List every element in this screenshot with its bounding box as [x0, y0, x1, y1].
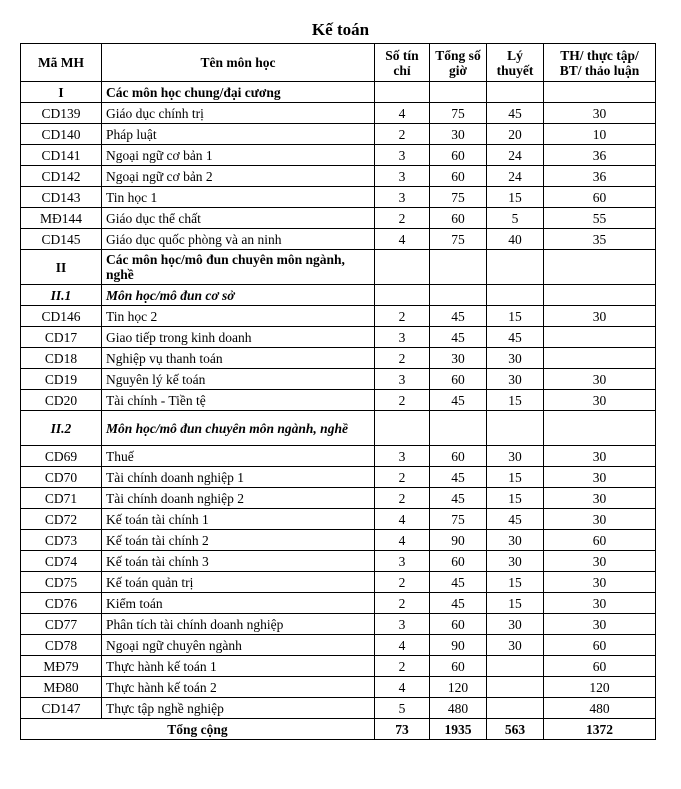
cell-code: CD73 [21, 530, 102, 551]
cell-code: CD72 [21, 509, 102, 530]
cell-practice: 60 [544, 187, 656, 208]
cell-practice [544, 411, 656, 446]
cell-theory: 30 [487, 551, 544, 572]
cell-practice: 35 [544, 229, 656, 250]
total-practice: 1372 [544, 719, 656, 740]
cell-hours: 75 [430, 187, 487, 208]
cell-theory [487, 656, 544, 677]
cell-theory [487, 698, 544, 719]
cell-hours: 45 [430, 488, 487, 509]
cell-name: Kế toán tài chính 2 [102, 530, 375, 551]
table-row [21, 446, 656, 467]
total-row [21, 719, 656, 740]
cell-hours: 45 [430, 572, 487, 593]
section-row [21, 82, 656, 103]
cell-credits: 2 [375, 348, 430, 369]
cell-practice: 30 [544, 593, 656, 614]
cell-name: Ngoại ngữ cơ bản 2 [102, 166, 375, 187]
cell-code: II.2 [21, 411, 102, 446]
cell-theory: 30 [487, 369, 544, 390]
cell-theory: 45 [487, 509, 544, 530]
table-row [21, 467, 656, 488]
table-row [21, 635, 656, 656]
table-row [21, 327, 656, 348]
header-code: Mã MH [21, 44, 102, 82]
cell-theory [487, 250, 544, 285]
cell-hours: 60 [430, 145, 487, 166]
cell-hours: 120 [430, 677, 487, 698]
cell-practice: 60 [544, 656, 656, 677]
cell-practice [544, 250, 656, 285]
cell-name: Tin học 2 [102, 306, 375, 327]
table-row [21, 348, 656, 369]
cell-name: Ngoại ngữ cơ bản 1 [102, 145, 375, 166]
cell-hours: 45 [430, 467, 487, 488]
cell-practice: 30 [544, 446, 656, 467]
cell-practice: 36 [544, 166, 656, 187]
cell-code: CD140 [21, 124, 102, 145]
cell-name: Thực hành kế toán 1 [102, 656, 375, 677]
cell-practice: 55 [544, 208, 656, 229]
header-credits: Số tín chỉ [375, 44, 430, 82]
cell-code: I [21, 82, 102, 103]
cell-code: CD145 [21, 229, 102, 250]
table-row [21, 677, 656, 698]
cell-theory: 5 [487, 208, 544, 229]
cell-code: CD139 [21, 103, 102, 124]
cell-credits: 2 [375, 306, 430, 327]
cell-name: Ngoại ngữ chuyên ngành [102, 635, 375, 656]
cell-theory: 30 [487, 348, 544, 369]
cell-code: CD76 [21, 593, 102, 614]
cell-code: CD18 [21, 348, 102, 369]
cell-name: Thuế [102, 446, 375, 467]
cell-credits: 2 [375, 467, 430, 488]
cell-code: CD142 [21, 166, 102, 187]
cell-credits: 2 [375, 488, 430, 509]
cell-name: Nghiệp vụ thanh toán [102, 348, 375, 369]
table-row [21, 306, 656, 327]
cell-name: Giáo dục chính trị [102, 103, 375, 124]
cell-code: CD75 [21, 572, 102, 593]
section-row [21, 250, 656, 285]
cell-theory: 15 [487, 467, 544, 488]
cell-theory: 24 [487, 166, 544, 187]
total-label: Tổng cộng [21, 719, 375, 740]
cell-name: Nguyên lý kế toán [102, 369, 375, 390]
table-row [21, 572, 656, 593]
cell-name: Thực tập nghề nghiệp [102, 698, 375, 719]
cell-code: MĐ144 [21, 208, 102, 229]
cell-practice: 480 [544, 698, 656, 719]
cell-name: Thực hành kế toán 2 [102, 677, 375, 698]
table-header-row [21, 44, 656, 82]
total-credits: 73 [375, 719, 430, 740]
cell-theory [487, 82, 544, 103]
table-row [21, 369, 656, 390]
cell-hours: 30 [430, 124, 487, 145]
cell-credits: 2 [375, 656, 430, 677]
cell-name: Tài chính doanh nghiệp 2 [102, 488, 375, 509]
cell-name: Kiểm toán [102, 593, 375, 614]
cell-hours [430, 411, 487, 446]
cell-practice: 10 [544, 124, 656, 145]
table-row [21, 187, 656, 208]
cell-practice: 30 [544, 390, 656, 411]
cell-theory: 30 [487, 635, 544, 656]
cell-practice [544, 285, 656, 306]
table-row [21, 229, 656, 250]
cell-name: Phân tích tài chính doanh nghiệp [102, 614, 375, 635]
cell-hours: 75 [430, 229, 487, 250]
cell-hours: 75 [430, 103, 487, 124]
table-row [21, 593, 656, 614]
cell-code: II.1 [21, 285, 102, 306]
cell-code: CD19 [21, 369, 102, 390]
cell-practice [544, 348, 656, 369]
cell-practice: 60 [544, 530, 656, 551]
cell-credits: 2 [375, 208, 430, 229]
cell-credits: 2 [375, 390, 430, 411]
cell-code: MĐ79 [21, 656, 102, 677]
cell-credits [375, 285, 430, 306]
cell-theory [487, 677, 544, 698]
cell-hours: 60 [430, 208, 487, 229]
cell-practice: 60 [544, 635, 656, 656]
cell-name: Môn học/mô đun chuyên môn ngành, nghề [102, 411, 375, 446]
cell-hours: 60 [430, 166, 487, 187]
cell-code: CD146 [21, 306, 102, 327]
cell-name: Giáo dục thể chất [102, 208, 375, 229]
cell-practice: 30 [544, 488, 656, 509]
cell-credits: 4 [375, 677, 430, 698]
curriculum-table [20, 43, 656, 740]
cell-hours: 60 [430, 369, 487, 390]
table-row [21, 509, 656, 530]
cell-theory: 20 [487, 124, 544, 145]
cell-code: II [21, 250, 102, 285]
cell-name: Các môn học chung/đại cương [102, 82, 375, 103]
cell-theory [487, 411, 544, 446]
cell-hours: 45 [430, 306, 487, 327]
table-row [21, 208, 656, 229]
cell-theory: 30 [487, 530, 544, 551]
cell-code: CD141 [21, 145, 102, 166]
cell-credits: 4 [375, 229, 430, 250]
cell-practice: 30 [544, 467, 656, 488]
cell-credits: 2 [375, 124, 430, 145]
cell-credits [375, 250, 430, 285]
cell-code: CD20 [21, 390, 102, 411]
table-row [21, 656, 656, 677]
cell-practice [544, 82, 656, 103]
cell-practice: 30 [544, 369, 656, 390]
cell-hours [430, 82, 487, 103]
cell-code: CD143 [21, 187, 102, 208]
cell-credits: 2 [375, 593, 430, 614]
cell-name: Pháp luật [102, 124, 375, 145]
cell-code: MĐ80 [21, 677, 102, 698]
cell-credits: 3 [375, 614, 430, 635]
cell-credits: 3 [375, 145, 430, 166]
cell-code: CD77 [21, 614, 102, 635]
cell-theory: 15 [487, 593, 544, 614]
cell-name: Kế toán tài chính 1 [102, 509, 375, 530]
cell-code: CD70 [21, 467, 102, 488]
cell-code: CD71 [21, 488, 102, 509]
cell-hours: 75 [430, 509, 487, 530]
total-hours: 1935 [430, 719, 487, 740]
cell-code: CD74 [21, 551, 102, 572]
cell-theory: 45 [487, 327, 544, 348]
table-row [21, 166, 656, 187]
cell-hours: 480 [430, 698, 487, 719]
cell-practice: 30 [544, 509, 656, 530]
cell-hours: 60 [430, 614, 487, 635]
cell-credits [375, 411, 430, 446]
cell-theory: 15 [487, 572, 544, 593]
table-row [21, 390, 656, 411]
cell-code: CD17 [21, 327, 102, 348]
cell-credits: 4 [375, 103, 430, 124]
cell-theory: 15 [487, 306, 544, 327]
cell-credits: 3 [375, 369, 430, 390]
cell-hours: 90 [430, 530, 487, 551]
table-row [21, 488, 656, 509]
header-theory: Lý thuyết [487, 44, 544, 82]
cell-practice: 30 [544, 306, 656, 327]
cell-name: Tin học 1 [102, 187, 375, 208]
cell-theory: 15 [487, 187, 544, 208]
cell-hours: 45 [430, 593, 487, 614]
table-row [21, 698, 656, 719]
cell-practice [544, 327, 656, 348]
cell-credits: 3 [375, 446, 430, 467]
cell-practice: 120 [544, 677, 656, 698]
cell-theory: 40 [487, 229, 544, 250]
total-theory: 563 [487, 719, 544, 740]
table-row [21, 530, 656, 551]
cell-name: Giao tiếp trong kinh doanh [102, 327, 375, 348]
cell-name: Kế toán quản trị [102, 572, 375, 593]
cell-name: Tài chính - Tiền tệ [102, 390, 375, 411]
table-body [21, 82, 656, 719]
table-row [21, 124, 656, 145]
header-hours: Tổng số giờ [430, 44, 487, 82]
cell-code: CD78 [21, 635, 102, 656]
cell-hours: 90 [430, 635, 487, 656]
cell-theory: 15 [487, 390, 544, 411]
cell-credits: 3 [375, 327, 430, 348]
cell-name: Môn học/mô đun cơ sở [102, 285, 375, 306]
cell-name: Các môn học/mô đun chuyên môn ngành, nghề [102, 250, 375, 285]
cell-hours: 45 [430, 390, 487, 411]
cell-practice: 30 [544, 572, 656, 593]
cell-code: CD147 [21, 698, 102, 719]
cell-credits: 3 [375, 166, 430, 187]
cell-hours [430, 285, 487, 306]
cell-hours: 60 [430, 551, 487, 572]
cell-credits: 2 [375, 572, 430, 593]
cell-theory: 24 [487, 145, 544, 166]
cell-theory: 30 [487, 446, 544, 467]
cell-credits: 4 [375, 635, 430, 656]
header-name: Tên môn học [102, 44, 375, 82]
cell-hours: 30 [430, 348, 487, 369]
section-row [21, 285, 656, 306]
cell-theory: 15 [487, 488, 544, 509]
cell-credits: 4 [375, 509, 430, 530]
cell-theory: 30 [487, 614, 544, 635]
cell-theory: 45 [487, 103, 544, 124]
cell-credits: 3 [375, 551, 430, 572]
cell-hours: 60 [430, 446, 487, 467]
cell-hours: 60 [430, 656, 487, 677]
cell-code: CD69 [21, 446, 102, 467]
cell-name: Tài chính doanh nghiệp 1 [102, 467, 375, 488]
section-row [21, 411, 656, 446]
cell-practice: 30 [544, 614, 656, 635]
cell-practice: 30 [544, 551, 656, 572]
cell-credits: 5 [375, 698, 430, 719]
cell-name: Giáo dục quốc phòng và an ninh [102, 229, 375, 250]
cell-credits: 4 [375, 530, 430, 551]
table-row [21, 551, 656, 572]
cell-practice: 30 [544, 103, 656, 124]
cell-hours [430, 250, 487, 285]
cell-theory [487, 285, 544, 306]
cell-practice: 36 [544, 145, 656, 166]
cell-credits [375, 82, 430, 103]
cell-credits: 3 [375, 187, 430, 208]
page-title: Kế toán [311, 20, 370, 39]
cell-hours: 45 [430, 327, 487, 348]
table-row [21, 145, 656, 166]
cell-name: Kế toán tài chính 3 [102, 551, 375, 572]
table-row [21, 614, 656, 635]
table-row [21, 103, 656, 124]
header-practice: TH/ thực tập/ BT/ thảo luận [544, 44, 656, 82]
